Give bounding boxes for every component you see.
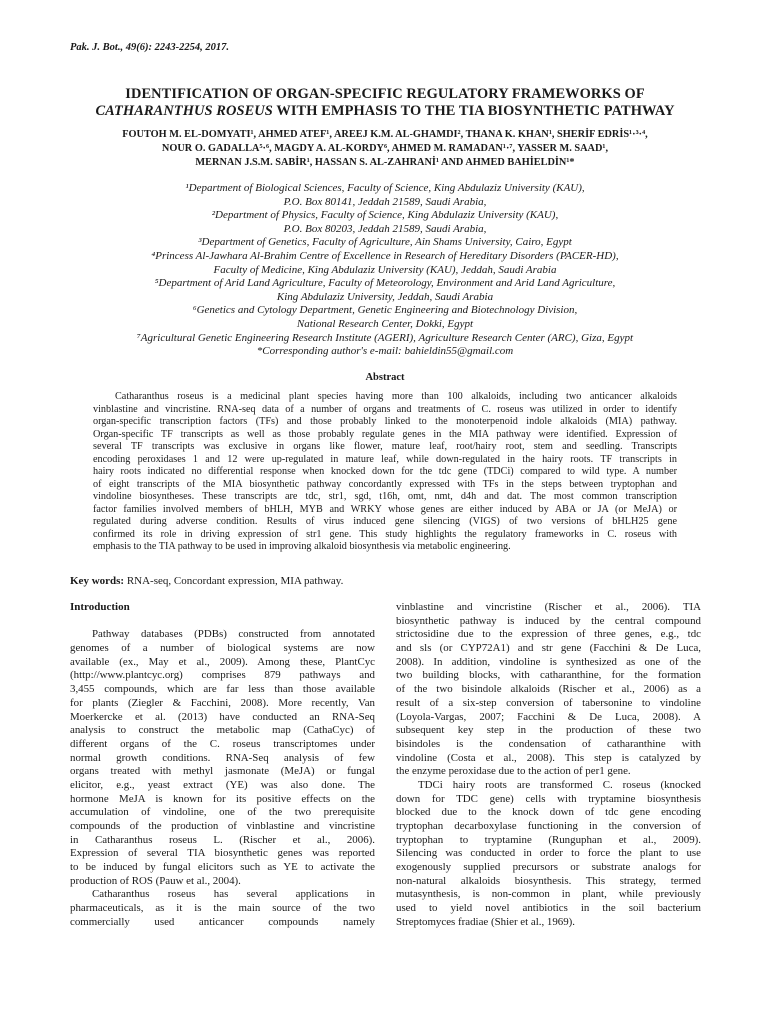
body-text-line: TDCi hairy roots are transformed C. roseus (knocked [418, 778, 701, 791]
affiliation-line: ²Department of Physics, Faculty of Science, King Abdulaziz University (KAU), [211, 209, 559, 222]
body-text-line: in Catharanthus roseus L. (Rischer et al., 2006). [70, 833, 375, 846]
corresponding-author: *Corresponding author's e-mail: bahieldin55@gmail.com [256, 345, 514, 358]
right-column [396, 601, 701, 930]
abstract-line: of eight transcripts of the MIA biosynthetic pathway concordantly expressed with TFs in the steps between tryptophan and [93, 478, 677, 490]
author-line: MERNAN J.S.M. SABİR¹, HASSAN S. AL-ZAHRANİ¹ AND AHMED BAHİELDİN¹* [195, 157, 575, 168]
abstract-line: organ-specific transcription factors (TFs) and those probably linked to the monoterpenoid indole alkaloids (MIA) pathway. [93, 416, 677, 427]
keywords [70, 575, 343, 587]
body-text-line: tryptophan decarboxylase functioning in the conversion of [396, 820, 701, 832]
abstract-line: hairy roots indicated no differential response when knocked down for the tdc gene (TDCi) compared to wild type. A number [93, 466, 677, 477]
abstract-line: vinblastine and vincristine. RNA-seq data of a number of organs and treatments of C. roseus was utilized in order to identify [93, 403, 677, 415]
body-text-line: biosynthetic pathway is induced by the central compound [396, 614, 701, 627]
body-text-line: available (ex., May et al., 2009). Among these, PlantCyc [70, 655, 375, 668]
body-text-line: Streptomyces fradiae (Shier et al., 1969). [396, 915, 576, 928]
species-name: CATHARANTHUS ROSEUS [95, 103, 273, 119]
keywords-label: Key words: [70, 575, 125, 587]
abstract-line: factor families involved members of bHLH, MYB and WRKY whose genes are either induced by ABA or JA (or MeJA) or [93, 503, 677, 515]
body-text-line: Moerkercke et al. (2013) have conducted an RNA-Seq [70, 710, 375, 723]
body-text-line: bisindoles is the condensation of catharanthine with [396, 737, 701, 750]
body-text-line: pharmaceuticals, as it is the main source of the two [70, 902, 375, 915]
paper-title-line-1: IDENTIFICATION OF ORGAN-SPECIFIC REGULATORY FRAMEWORKS OF [125, 86, 645, 102]
abstract-line: Organ-specific TF transcripts as well as those probably regulate genes in the MIA pathway were identified. Expression of [93, 428, 677, 440]
body-text-line: organs treated with methyl jasmonate (MeJA) or fungal [70, 765, 375, 778]
body-text-line: used to yield novel antibiotics in the soil bacterium [396, 902, 701, 915]
body-text-line: blocked due to the knock down of tdc gene encoding [396, 806, 701, 819]
body-text-line: production of ROS (Pauw et al., 2004). [70, 874, 241, 887]
affiliation-line: National Research Center, Dokki, Egypt [296, 317, 474, 330]
affiliation-line: King Abdulaziz University, Jeddah, Saudi Arabia [276, 290, 494, 303]
body-text-line: subsequent key step in the production of these two [396, 724, 701, 737]
body-text-line: 2008). In addition, vindoline is synthesized as one of the [396, 655, 701, 668]
body-text-line: accumulation of vindoline, one of the two prerequisite [70, 806, 375, 819]
body-text-line: exogenously supplied precursors or substrate analogs for [396, 861, 701, 874]
abstract-line: several TF transcripts was exclusive in organs like flower, mature leaf, root/hairy root, stem and seedling. Transcripts [93, 441, 677, 452]
body-text-line: normal growth conditions. RNA-Seq analysis of few [70, 751, 375, 764]
body-text-line: non-natural alkaloids biosynthesis. This strategy, termed [396, 874, 701, 887]
body-text-line: elicitor, e.g., yeast extract (YE) was also done. The [70, 778, 375, 791]
body-text-line: down for TDC gene) cells with tryptamine biosynthesis [396, 792, 701, 805]
body-text-line: for plants (Ziegler & Facchini, 2008). More recently, Van [70, 696, 375, 709]
abstract-line: emphasis to the TIA pathway to be used in improving alkaloid biosynthesis via metabolic engineering. [93, 541, 511, 552]
affiliation-line: ³Department of Genetics, Faculty of Agriculture, Ain Shams University, Cairo, Egypt [198, 236, 572, 249]
introduction-heading: Introduction [70, 601, 130, 613]
body-text-line: Pathway databases (PDBs) constructed from annotated [92, 628, 375, 641]
body-text-line: mutasynthesis, is non-common in plant, while previously [396, 888, 701, 901]
body-text-line: compounds of the production of vinblastine and vincristine [70, 820, 375, 832]
abstract-body [93, 391, 677, 554]
body-text-line: strictosidine due to the expression of three genes, e.g., tdc [396, 628, 701, 641]
abstract-line: regulated during adverse condition. Results of virus induced gene silencing (VIGS) of two versions of bHLH25 gene [93, 516, 677, 527]
author-list [60, 128, 710, 170]
paper-title-line-2 [60, 103, 710, 120]
body-text-line: tryptophan to tryptamine (Runguphan et al., 2009). [396, 833, 701, 846]
body-text-line: (http://www.plantcyc.org) comprises 879 pathways and [70, 669, 375, 682]
body-text-line: analysis to construct the metabolic map (CathaCyc) of [70, 724, 375, 737]
body-text-line: two building blocks, with catharanthine, for the formation [396, 669, 701, 682]
affiliation-line: ⁶Genetics and Cytology Department, Genetic Engineering and Biotechnology Division, [192, 304, 578, 317]
journal-citation: Pak. J. Bot., 49(6): 2243-2254, 2017. [70, 42, 229, 53]
body-text-line: and sls (or CYP72A1) and str gene (Facchini & De Luca, [396, 642, 701, 655]
body-text-line: 3,455 compounds, which are far less than those available [70, 683, 375, 696]
affiliation-line: P.O. Box 80203, Jeddah 21589, Saudi Arabia, [283, 222, 487, 235]
body-text-line: result of a six-step conversion of tabersonine to vindoline [396, 696, 701, 709]
abstract-line: confirmed its role in driving expression of str1 gene. This study highlights the regulatory frameworks in C. roseus with [93, 528, 677, 540]
affiliation-line: ¹Department of Biological Sciences, Faculty of Science, King Abdulaziz University (KAU), [185, 182, 585, 194]
body-text-line: commercially used anticancer compounds namely [70, 915, 375, 928]
affiliation-line: ⁷Agricultural Genetic Engineering Research Institute (AGERI), Agriculture Research Center (ARC), Giza, Egypt [136, 331, 634, 344]
body-text-line: of the two bisindole alkaloids (Rischer et al., 2006) as a [396, 683, 701, 696]
body-text-line: hormone MeJA is known for its positive effects on the [70, 792, 375, 805]
body-text-line: Catharanthus roseus has several applications in [92, 888, 375, 901]
body-text-line: different organs of the C. roseus transcriptomes under [70, 737, 375, 750]
body-text-line: Expression of several TIA biosynthetic genes was reported [70, 847, 375, 860]
body-text-line: the enzyme peroxidase due to the action of per1 gene. [396, 765, 631, 778]
body-text-line: (Loyola-Vargas, 2007; Facchini & De Luca, 2008). A [396, 710, 701, 723]
body-text-line: to be induced by fungal elicitors such as YE to activate the [70, 861, 375, 874]
abstract-line: vindoline biosyntheses. These transcripts are tdc, str1, sgd, t16h, omt, nmt, d4h and dat. The most common transcription [93, 491, 677, 502]
keywords-text: RNA-seq, Concordant expression, MIA pathway. [124, 575, 344, 587]
affiliations [60, 182, 710, 359]
affiliation-line: ⁵Department of Arid Land Agriculture, Faculty of Meteorology, Environment and Arid Land Agriculture, [154, 277, 616, 290]
affiliation-line: Faculty of Medicine, King Abdulaziz University (KAU), Jeddah, Saudi Arabia [213, 263, 557, 276]
body-text-line: Silencing was conducted in order to force the plant to use [396, 847, 701, 860]
author-line: NOUR O. GADALLA⁵·⁶, MAGDY A. AL-KORDY⁶, AHMED M. RAMADAN¹·⁷, YASSER M. SAAD¹, [161, 143, 609, 154]
title-rest: WITH EMPHASIS TO THE TIA BIOSYNTHETIC PATHWAY [272, 103, 675, 119]
author-line: FOUTOH M. EL-DOMYATI¹, AHMED ATEF¹, AREEJ K.M. AL-GHAMDI², THANA K. KHAN¹, SHERİF EDRİS¹·³·⁴, [122, 129, 648, 140]
affiliation-line: P.O. Box 80141, Jeddah 21589, Saudi Arabia, [283, 195, 487, 208]
body-text-line: vinblastine and vincristine (Rischer et al., 2006). TIA [396, 601, 701, 613]
spacer [70, 615, 375, 629]
affiliation-line: ⁴Princess Al-Jawhara Al-Brahim Centre of Excellence in Research of Hereditary Disorders (PACER-HD), [151, 249, 619, 262]
body-text-line: vindoline (Costa et al., 2008). This step is catalyzed by [396, 751, 701, 764]
abstract-line: encoding peroxidases 1 and 12 were up-regulated in mature leaf, while down-regulated in the hairy roots. TF transcripts in [93, 453, 677, 465]
abstract-heading: Abstract [365, 372, 405, 383]
abstract-line: Catharanthus roseus is a medicinal plant species having more than 100 alkaloids, including two anticancer alkaloids [115, 391, 677, 402]
left-column [70, 601, 375, 930]
body-text-line: genomes of a number of biological systems are now [70, 642, 375, 655]
